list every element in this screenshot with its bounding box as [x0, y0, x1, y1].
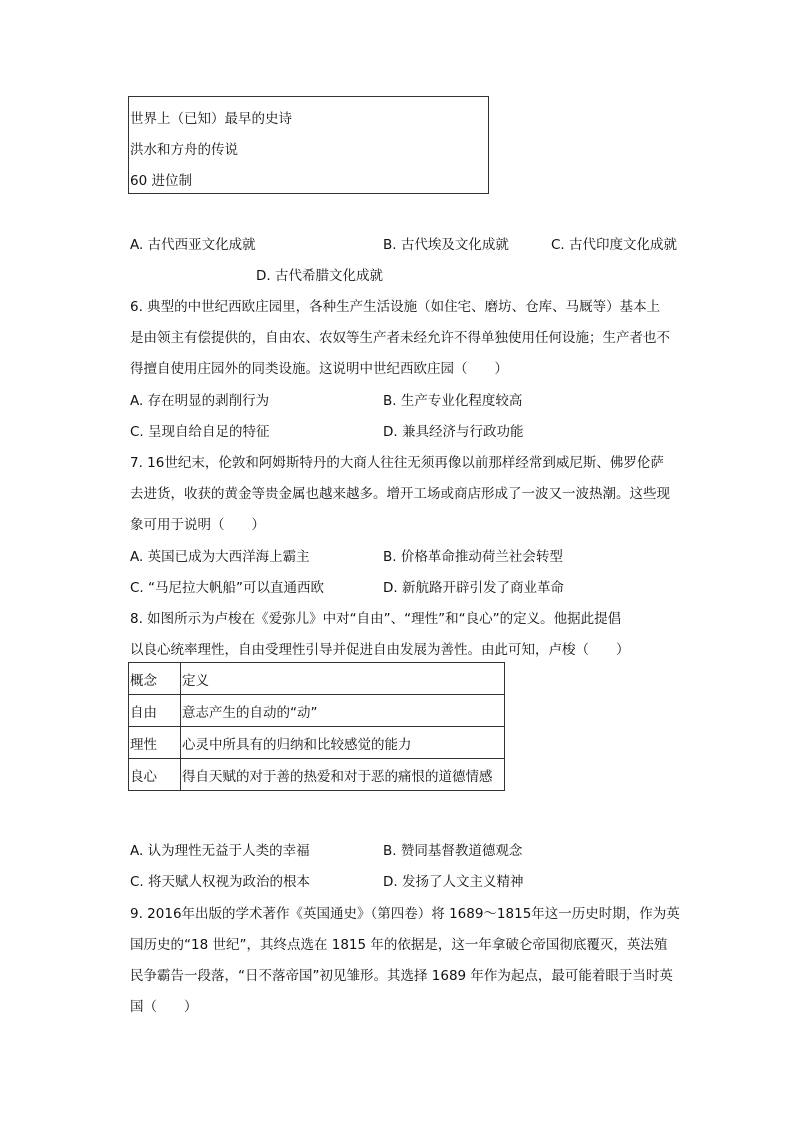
q7-stem-line: 7. 16世纪末，伦敦和阿姆斯特丹的大商人往往无须再像以前那样经常到威尼斯、佛罗伦萨 — [130, 455, 664, 471]
q8-stem-line: 以良心统率理性，自由受理性引导并促进自由发展为善性。由此可知，卢梭（ ） — [130, 642, 630, 658]
table-row — [129, 759, 505, 791]
q8-option-c[interactable]: C. 将天赋人权视为政治的根本 — [130, 874, 311, 890]
material-line: 洪水和方舟的传说 — [130, 142, 238, 158]
table-header-cell: 定义 — [181, 663, 505, 695]
table-cell: 理性 — [129, 727, 181, 759]
table-cell: 良心 — [129, 759, 181, 791]
q6-stem-line: 得擅自使用庄园外的同类设施。这说明中世纪西欧庄园（ ） — [130, 361, 508, 377]
q8-option-b[interactable]: B. 赞同基督教道德观念 — [383, 843, 523, 859]
material-line: 世界上（已知）最早的史诗 — [130, 111, 292, 127]
q7-stem-line: 去进货，收获的黄金等贵金属也越来越多。增开工场或商店形成了一波又一波热潮。这些现 — [130, 486, 670, 502]
table-row — [129, 695, 505, 727]
material-box — [128, 96, 489, 194]
table-header-row — [129, 663, 505, 695]
material-line: 60 进位制 — [130, 173, 192, 189]
q7-stem-line: 象可用于说明（ ） — [130, 517, 265, 533]
q5-option-d[interactable]: D. 古代希腊文化成就 — [256, 268, 383, 284]
q9-stem-line: 国历史的“18 世纪”，其终点选在 1815 年的依据是，这一年拿破仑帝国彻底覆灭，英法殖 — [130, 937, 668, 953]
q7-option-a[interactable]: A. 英国已成为大西洋海上霸主 — [130, 549, 310, 565]
q7-option-d[interactable]: D. 新航路开辟引发了商业革命 — [383, 580, 564, 596]
table-row — [129, 727, 505, 759]
table-cell: 得自天赋的对于善的热爱和对于恶的痛恨的道德情感 — [181, 759, 505, 791]
definition-table — [128, 662, 505, 791]
q8-option-d[interactable]: D. 发扬了人文主义精神 — [383, 874, 524, 890]
q5-option-b[interactable]: B. 古代埃及文化成就 — [383, 237, 509, 253]
q6-stem-line: 是由领主有偿提供的，自由农、农奴等生产者未经允许不得单独使用任何设施；生产者也不 — [130, 330, 670, 346]
table-header-cell: 概念 — [129, 663, 181, 695]
q8-option-a[interactable]: A. 认为理性无益于人类的幸福 — [130, 843, 310, 859]
q6-option-b[interactable]: B. 生产专业化程度较高 — [383, 393, 523, 409]
q5-option-c[interactable]: C. 古代印度文化成就 — [551, 237, 678, 253]
q6-option-c[interactable]: C. 呈现自给自足的特征 — [130, 424, 270, 440]
q9-stem-line: 国（ ） — [130, 999, 198, 1015]
q9-stem-line: 9. 2016年出版的学术著作《英国通史》（第四卷）将 1689～1815年这一历史时期，作为英 — [130, 906, 680, 922]
q5-option-a[interactable]: A. 古代西亚文化成就 — [130, 237, 256, 253]
q7-option-b[interactable]: B. 价格革命推动荷兰社会转型 — [383, 549, 563, 565]
q6-option-d[interactable]: D. 兼具经济与行政功能 — [383, 424, 524, 440]
q9-stem-line: 民争霸告一段落，“日不落帝国”初见雏形。其选择 1689 年作为起点，最可能着眼于当时英 — [130, 968, 673, 984]
q7-option-c[interactable]: C. “马尼拉大帆船”可以直通西欧 — [130, 580, 324, 596]
table-cell: 心灵中所具有的归纳和比较感觉的能力 — [181, 727, 505, 759]
q8-stem-line: 8. 如图所示为卢梭在《爱弥儿》中对“自由”、“理性”和“良心”的定义。他据此提倡 — [130, 611, 622, 627]
q6-stem-line: 6. 典型的中世纪西欧庄园里，各种生产生活设施（如住宅、磨坊、仓库、马厩等）基本上 — [130, 299, 661, 315]
table-cell: 意志产生的自动的“动” — [181, 695, 505, 727]
q6-option-a[interactable]: A. 存在明显的剥削行为 — [130, 393, 270, 409]
table-cell: 自由 — [129, 695, 181, 727]
